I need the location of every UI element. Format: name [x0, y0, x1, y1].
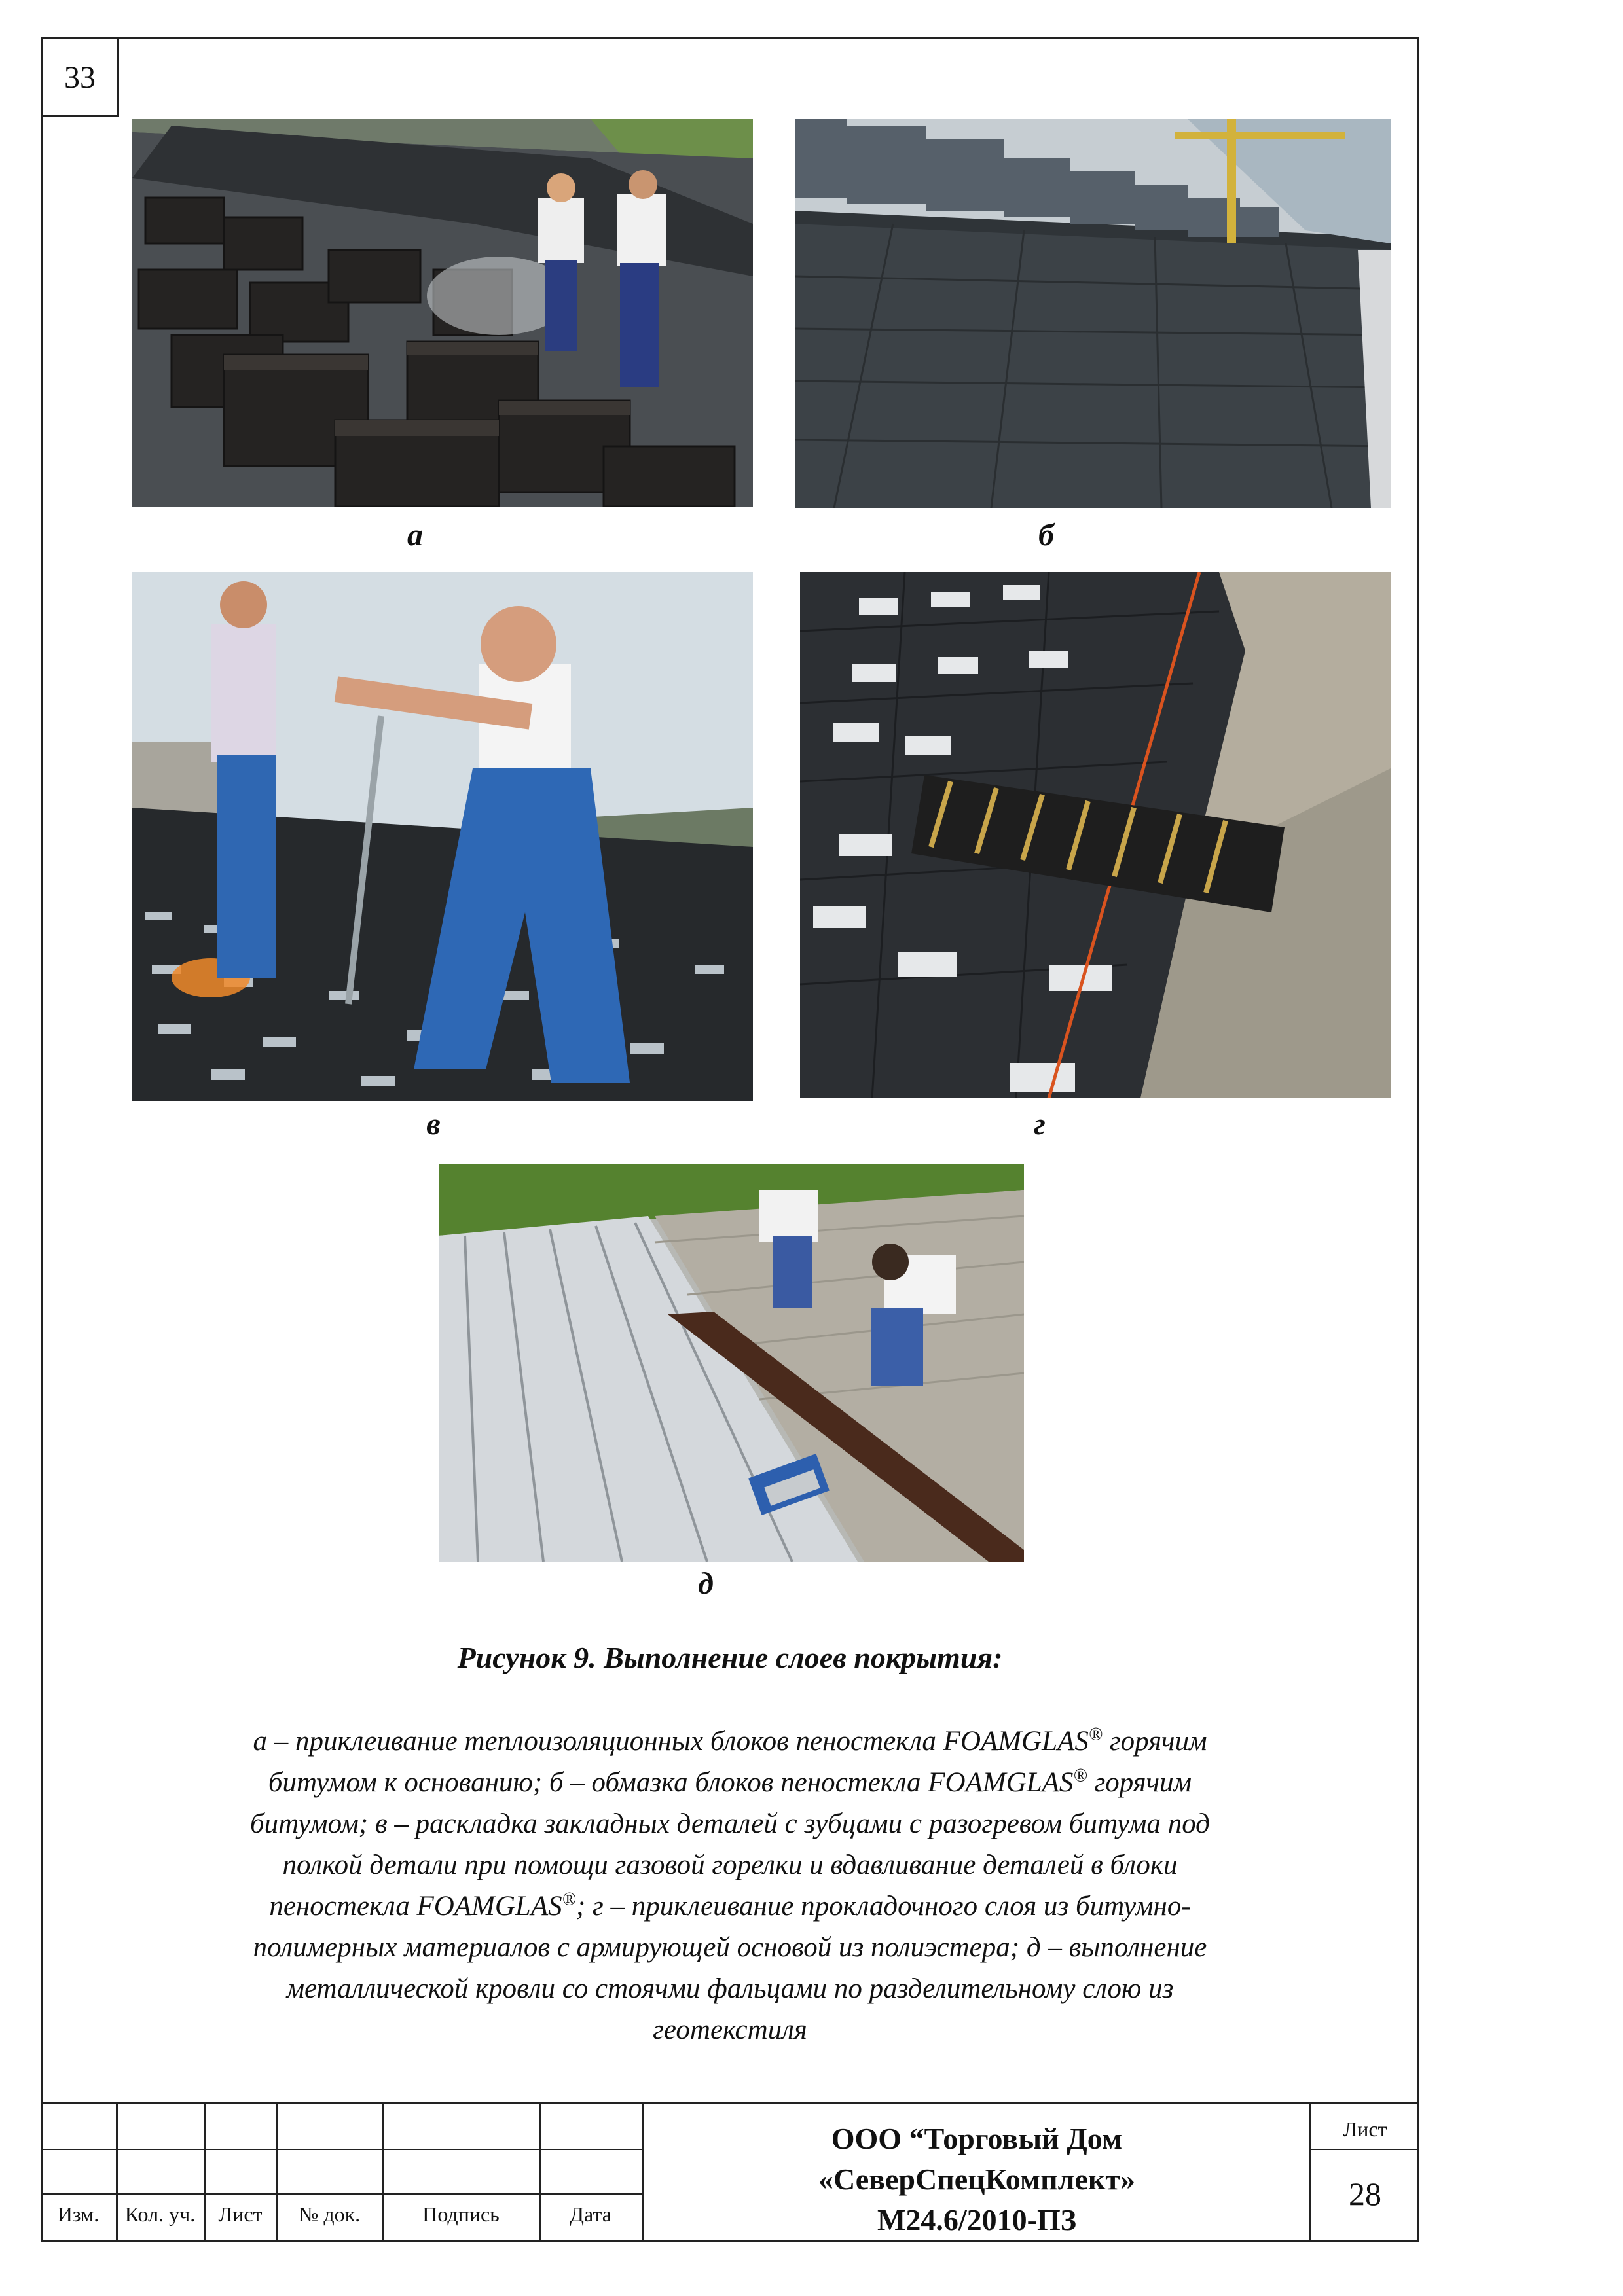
caption-line-5: пеностекла FOAMGLAS®; г – приклеивание прокладочного слоя из битумно- [269, 1889, 1191, 1922]
page-number: 33 [41, 37, 119, 117]
figure-title: Рисунок 9. Выполнение слоев покрытия: [457, 1641, 1003, 1674]
caption-line-8: геотекстиля [653, 2015, 807, 2045]
workers-torch-photo [132, 572, 753, 1101]
stamp-row-line [41, 2149, 642, 2150]
roof-foamglas-blocks-photo [132, 119, 753, 507]
stamp-row-line [1309, 2149, 1419, 2150]
photo-v [132, 572, 753, 1101]
company-name-line-1: ООО “Торговый Дом [831, 2122, 1123, 2155]
photo-a [132, 119, 753, 507]
stamp-col-signature: Подпись [422, 2202, 500, 2226]
document-code: М24.6/2010-ПЗ [877, 2203, 1077, 2236]
membrane-roll-photo [800, 572, 1391, 1098]
photo-g [800, 572, 1391, 1098]
company-block [643, 2119, 1311, 2240]
photo-label-v: в [426, 1107, 441, 1141]
caption-line-7: металлической кровли со стоячми фальцами по разделительному слою из [286, 1973, 1174, 2004]
caption-line-2: битумом к основанию; б – обмазка блоков пеностекла FOAMGLAS® горячим [268, 1765, 1192, 1798]
sheet-label: Лист [1343, 2117, 1387, 2141]
stamp-col-doc-num: № док. [298, 2202, 361, 2226]
photo-label-d: д [698, 1566, 714, 1601]
stamp-col-izm: Изм. [57, 2202, 100, 2226]
photo-label-a: а [407, 518, 423, 552]
metal-seam-roof-photo [439, 1164, 1024, 1562]
company-name-line-2: «СеверСпецКомплект» [818, 2162, 1136, 2196]
title-block [41, 2102, 1419, 2242]
caption-line-6: полимерных материалов с армирующей основой из полиэстера; д – выполнение [253, 1932, 1207, 1963]
caption-line-1: а – приклеивание теплоизоляционных блоков пеностекла FOAMGLAS® горячим [253, 1724, 1207, 1757]
stamp-row-line [41, 2193, 642, 2195]
caption-line-4: полкой детали при помощи газовой горелки и вдавливание деталей в блоки [282, 1850, 1178, 1880]
registered-mark: ® [1088, 1724, 1103, 1745]
photo-label-g: г [1034, 1107, 1046, 1141]
photo-label-b: б [1038, 518, 1054, 552]
caption-line-3: битумом; в – раскладка закладных деталей с зубцами с разогревом битума под [250, 1808, 1210, 1839]
stamp-col-date: Дата [570, 2202, 611, 2226]
sheet-number: 28 [1349, 2176, 1381, 2212]
roof-bitumen-coated-photo [795, 119, 1391, 508]
registered-mark: ® [1073, 1765, 1087, 1786]
stamp-col-list: Лист [218, 2202, 263, 2226]
photo-b [795, 119, 1391, 508]
stamp-col-kol-uch: Кол. уч. [124, 2202, 196, 2226]
figure-caption [172, 1721, 1288, 2051]
registered-mark: ® [562, 1889, 576, 1910]
photo-d [439, 1164, 1024, 1562]
